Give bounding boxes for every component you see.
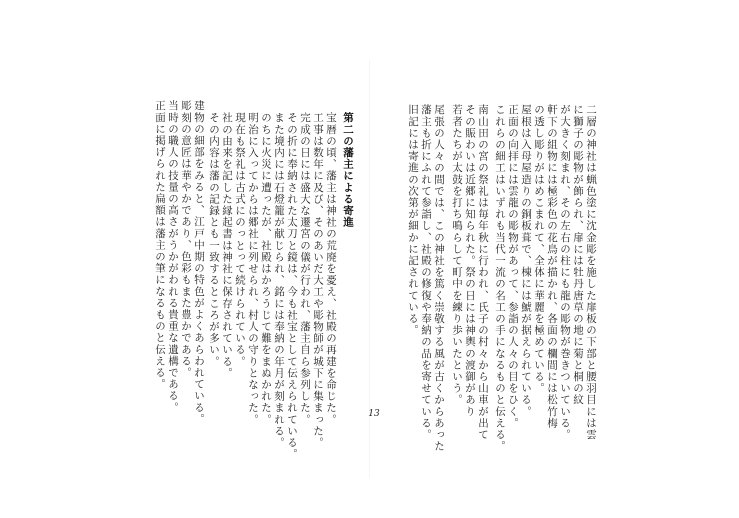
- text-column: 屋根は入母屋造りの銅板葺で、棟には鯱が据えられている。: [520, 104, 532, 418]
- text-column: 旧記には寄進の次第が細かに記されている。: [407, 104, 419, 336]
- text-column: 正面に掲げられた扁額は藩主の筆になるものと伝える。: [154, 100, 166, 390]
- text-column: 軒下の組物には極彩色の花鳥が描かれ、各面の欄間には松竹梅: [546, 104, 558, 429]
- text-column: 明治に入ってからは郷社に列せられ、村人の守りとなった。: [247, 112, 259, 426]
- text-column: 宝暦の頃、藩主は神社の荒廃を憂え、社殿の再建を命じた。: [325, 112, 337, 426]
- text-column: 完成の日には盛大な遷宮の儀が行われ、藩主自ら参列した。: [299, 112, 311, 426]
- text-column: 尾張の人々の間では、この神社を篤く崇敬する風が古くからあった: [433, 104, 445, 452]
- text-column: 彫刻の意匠は華やかであり、色彩もまた豊かである。: [180, 100, 192, 379]
- text-column: 二層の神社は蝋色塗に沈金彫を施した扉板の下部と腰羽目には雲: [585, 104, 597, 441]
- text-column: が大きく刻まれ、その左右の柱にも龍の彫物が巻きついている。: [559, 104, 571, 441]
- text-column: 南山田の宮の祭礼は毎年秋に行われ、氏子の村々から山車が出て: [477, 104, 489, 441]
- text-column: その折に奉納された太刀と鏡は、今も社宝として伝えられている。: [286, 112, 298, 460]
- text-column: 社の由来を記した縁起書は神社に保存されている。: [221, 112, 233, 379]
- text-column: に獅子の彫物が飾られ、扉には牡丹唐草の地に菊と桐の紋: [572, 104, 584, 406]
- text-column: また境内には石燈籠が献じられ、銘には奉納の年月が刻まれる。: [273, 112, 285, 449]
- text-column: 現在も祭礼は古式にのっとって続けられている。: [234, 112, 246, 368]
- text-column: その内容は藩の記録とも一致するところが多い。: [208, 112, 220, 368]
- text-column: 建物の細部をみると、江戸中期の特色がよくあらわれている。: [193, 100, 205, 425]
- text-column: 工事は数年に及び、そのあいだ大工や彫物師が城下に集まった。: [312, 112, 324, 449]
- text-column: 正面の向拝には雲龍の彫物があって、参詣の人々の目をひく。: [507, 104, 519, 429]
- text-column: のちに火災に遭ったが、社殿はかろうじて難をまぬかれた。: [260, 112, 272, 426]
- text-column: その賑わいは近郷に知られた。祭の日には神輿の渡御があり: [464, 104, 476, 418]
- text-column: の透し彫りがはめこまれて、全体に華麗を極めている。: [533, 104, 545, 394]
- page-number: 13: [368, 409, 380, 419]
- text-column: 若者たちが太鼓を打ち鳴らして町中を練り歩いたという。: [451, 104, 463, 406]
- section-heading: 第二の藩主による寄進: [342, 112, 354, 228]
- text-column: 当時の職人の技量の高さがうかがわれる貴重な遺構である。: [167, 100, 179, 414]
- text-column: これらの細工はいずれも当代一流の名工の手になるものと伝える。: [494, 104, 506, 452]
- text-column: 藩主も折にふれて参詣し、社殿の修復や奉納の品を寄せている。: [420, 104, 432, 441]
